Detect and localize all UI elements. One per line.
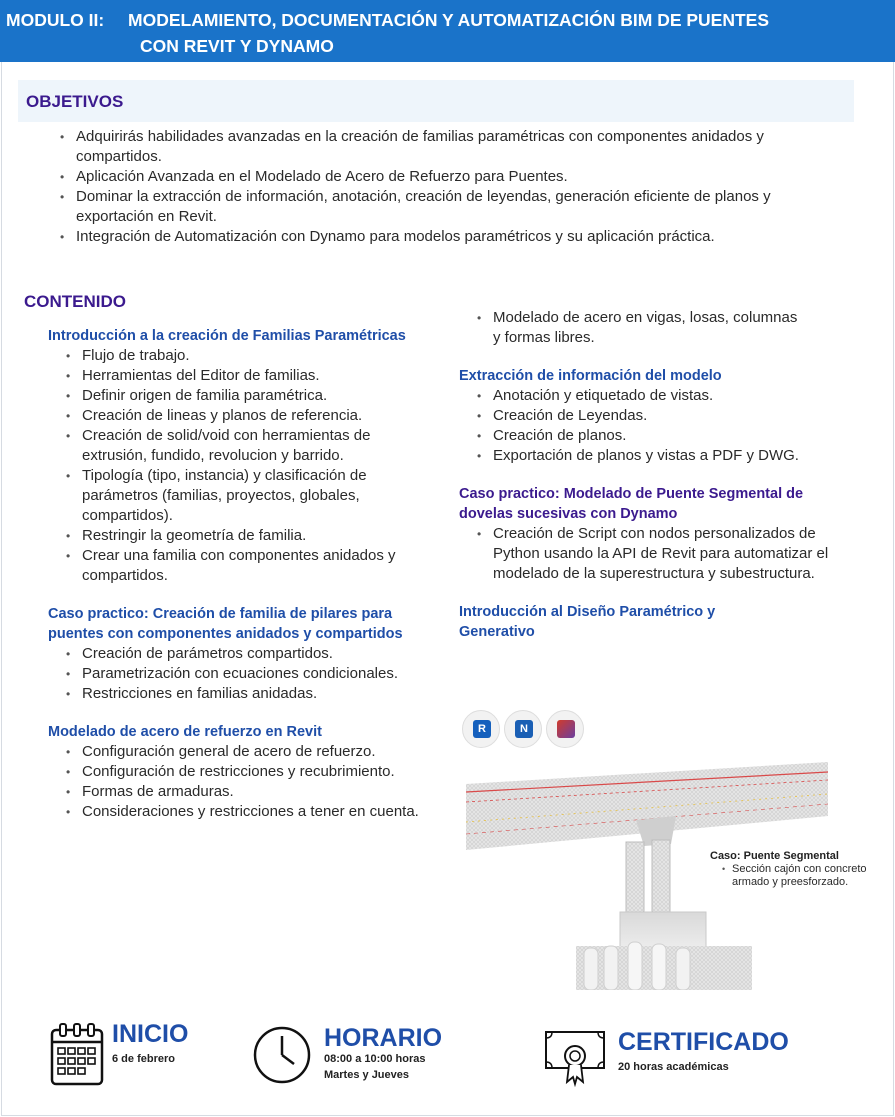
list-item: • Creación de Leyendas.: [475, 406, 825, 426]
contenido-right-column: [459, 308, 859, 642]
caso-note: [710, 850, 880, 889]
page-title-line1: MODELAMIENTO, DOCUMENTACIÓN Y AUTOMATIZACIÓN BIM DE PUENTES: [128, 10, 770, 30]
navisworks-logo: [504, 710, 542, 748]
list-item: • Tipología (tipo, instancia) y clasificación de parámetros (familias, proyectos, globales, compartidos).: [64, 466, 428, 526]
horario-title: HORARIO: [324, 1024, 443, 1052]
list-item: • Exportación de planos y vistas a PDF y DWG.: [475, 446, 825, 466]
list-item: • Modelado de acero en vigas, losas, columnas y formas libres.: [475, 308, 805, 348]
revit-icon: R: [473, 720, 491, 738]
contenido-left-column: [48, 326, 428, 822]
section-list: [64, 644, 428, 704]
list-item: • Creación de solid/void con herramientas de extrusión, fundido, revolucion y barrido.: [64, 426, 428, 466]
list-item: • Adquirirás habilidades avanzadas en la creación de familias paramétricas con componentes anidados y compartidos.: [58, 127, 838, 167]
revit-logo: [462, 710, 500, 748]
objetivos-title: OBJETIVOS: [26, 92, 124, 111]
list-item: • Creación de planos.: [475, 426, 825, 446]
inicio-date: 6 de febrero: [112, 1053, 175, 1065]
navisworks-icon: N: [515, 720, 533, 738]
calendar-icon: [48, 1020, 106, 1088]
list-item: • Herramientas del Editor de familias.: [64, 366, 428, 386]
dynamo-logo: [546, 710, 584, 748]
horario-hours: 08:00 a 10:00 horas: [324, 1053, 426, 1065]
dynamo-icon: [557, 720, 575, 738]
section-heading: Caso practico: Creación de familia de pilares para puentes con componentes anidados y compartidos: [48, 606, 403, 642]
list-item: • Creación de lineas y planos de referencia.: [64, 406, 428, 426]
inicio-title: INICIO: [112, 1020, 189, 1048]
section-list: [475, 308, 805, 348]
section-heading: Caso practico: Modelado de Puente Segmental de dovelas sucesivas con Dynamo: [459, 486, 804, 522]
list-item: • Restringir la geometría de familia.: [64, 526, 428, 546]
list-item: • Parametrización con ecuaciones condicionales.: [64, 664, 428, 684]
certificado-hours: 20 horas académicas: [618, 1061, 729, 1073]
list-item: • Definir origen de familia paramétrica.: [64, 386, 428, 406]
list-item: • Integración de Automatización con Dynamo para modelos paramétricos y su aplicación práctica.: [58, 227, 838, 247]
section-heading: Introducción al Diseño Paramétrico y Generativo: [459, 604, 716, 640]
list-item: • Anotación y etiquetado de vistas.: [475, 386, 825, 406]
section-list: [475, 524, 855, 584]
contenido-title: CONTENIDO: [24, 292, 126, 311]
caso-title: Caso: Puente Segmental: [710, 850, 839, 862]
list-item: • Creación de Script con nodos personalizados de Python usando la API de Revit para automatizar el modelado de la superestructura y subestructura.: [475, 524, 855, 584]
page-header: [0, 0, 895, 62]
list-item: • Creación de parámetros compartidos.: [64, 644, 428, 664]
page-title-line2: CON REVIT Y DYNAMO: [140, 36, 334, 56]
module-label: MODULO II:: [6, 10, 105, 30]
list-item: • Restricciones en familias anidadas.: [64, 684, 428, 704]
list-item: • Aplicación Avanzada en el Modelado de Acero de Refuerzo para Puentes.: [58, 167, 838, 187]
list-item: • Formas de armaduras.: [64, 782, 428, 802]
section-list: [64, 346, 428, 586]
objetivos-list: [58, 127, 838, 247]
list-item: • Configuración general de acero de refuerzo.: [64, 742, 428, 762]
list-item: • Configuración de restricciones y recubrimiento.: [64, 762, 428, 782]
caso-list: [720, 863, 880, 889]
section-heading: Modelado de acero de refuerzo en Revit: [48, 724, 322, 740]
certificado-title: CERTIFICADO: [618, 1028, 789, 1056]
list-item: • Consideraciones y restricciones a tener en cuenta.: [64, 802, 428, 822]
section-list: [64, 742, 428, 822]
section-list: [475, 386, 825, 466]
certificate-icon: [542, 1026, 608, 1092]
horario-days: Martes y Jueves: [324, 1069, 409, 1081]
list-item: • Sección cajón con concreto armado y preesforzado.: [720, 863, 880, 889]
clock-icon: [252, 1024, 314, 1086]
objetivos-bar: [18, 80, 854, 122]
list-item: • Flujo de trabajo.: [64, 346, 428, 366]
section-heading: Extracción de información del modelo: [459, 368, 722, 384]
list-item: • Dominar la extracción de información, anotación, creación de leyendas, generación eficiente de planos y exportación en Revit.: [58, 187, 838, 227]
section-heading: Introducción a la creación de Familias Paramétricas: [48, 328, 406, 344]
list-item: • Crear una familia con componentes anidados y compartidos.: [64, 546, 428, 586]
software-logos: [460, 706, 590, 752]
